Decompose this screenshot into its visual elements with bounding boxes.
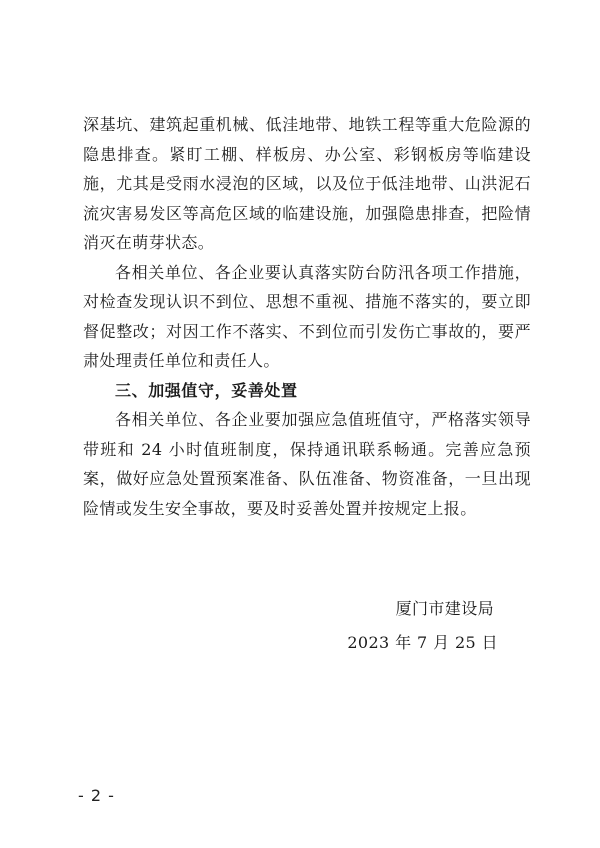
document-body bbox=[83, 110, 531, 523]
paragraph-responsibility: 各相关单位、各企业要认真落实防台防汛各项工作措施，对检查发现认识不到位、思想不重视、措施不落实的，要立即督促整改；对因工作不落实、不到位而引发伤亡事故的，要严肃处理责任单位和责任人。 bbox=[83, 262, 531, 370]
signature-block bbox=[347, 594, 498, 657]
issue-date: 2023 年 7 月 25 日 bbox=[347, 633, 498, 652]
page-number: - 2 - bbox=[78, 786, 115, 805]
section-heading-3: 三、加强值守，妥善处置 bbox=[115, 380, 298, 400]
paragraph-continued: 深基坑、建筑起重机械、低洼地带、地铁工程等重大危险源的隐患排查。紧盯工棚、样板房、办公室、彩钢板房等临建设施，尤其是受雨水浸泡的区域，以及位于低洼地带、山洪泥石流灾害易发区等高危区域的临建设施，加强隐患排查，把险情消灭在萌芽状态。 bbox=[83, 115, 531, 252]
issuing-organization: 厦门市建设局 bbox=[395, 599, 494, 618]
paragraph-duty: 各相关单位、各企业要加强应急值班值守，严格落实领导带班和 24 小时值班制度，保持通讯联系畅通。完善应急预案，做好应急处置预案准备、队伍准备、物资准备，一旦出现险情或发生安全事故，要及时妥善处置并按规定上报。 bbox=[83, 410, 531, 518]
